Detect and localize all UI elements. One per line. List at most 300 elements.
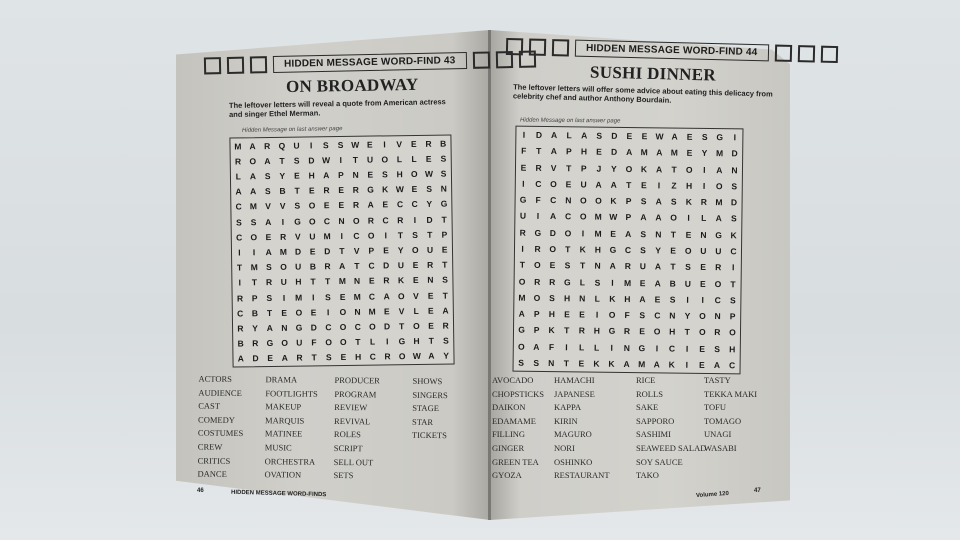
grid-letter: E bbox=[412, 260, 419, 271]
grid-letter: U bbox=[684, 278, 691, 289]
word-list-column bbox=[704, 374, 774, 483]
grid-letter: R bbox=[352, 200, 360, 211]
grid-letter: B bbox=[279, 185, 286, 197]
checkbox-square bbox=[204, 57, 221, 74]
grid-letter: H bbox=[355, 352, 362, 363]
grid-letter: C bbox=[323, 215, 331, 226]
grid-letter: P bbox=[533, 308, 540, 319]
grid-letter: D bbox=[252, 353, 259, 364]
grid-letter: Z bbox=[671, 180, 677, 191]
word-search-grid bbox=[513, 126, 744, 375]
grid-letter: D bbox=[308, 155, 315, 166]
grid-letter: E bbox=[368, 275, 375, 287]
word-list-item: HAMACHI bbox=[554, 375, 595, 385]
grid-letter: C bbox=[411, 199, 418, 210]
running-title: HIDDEN MESSAGE WORD-FINDS bbox=[230, 489, 327, 499]
grid-letter: C bbox=[624, 244, 632, 256]
grid-letter: C bbox=[353, 230, 360, 241]
word-list-item: PRODUCER bbox=[334, 374, 380, 386]
grid-letter: I bbox=[340, 230, 344, 241]
grid-letter: A bbox=[250, 186, 257, 197]
grid-letter: B bbox=[440, 138, 447, 149]
grid-letter: D bbox=[383, 321, 391, 332]
grid-letter: A bbox=[626, 147, 633, 158]
grid-letter: V bbox=[396, 138, 403, 149]
checkbox-square bbox=[774, 45, 791, 62]
grid-letter: M bbox=[368, 306, 376, 317]
grid-letter: T bbox=[730, 278, 736, 289]
grid-letter: G bbox=[609, 244, 617, 255]
word-list-item: SAKE bbox=[636, 402, 659, 413]
grid-letter: T bbox=[670, 229, 677, 240]
grid-letter: L bbox=[413, 305, 419, 316]
grid-letter: G bbox=[608, 326, 616, 337]
grid-letter: R bbox=[534, 276, 541, 287]
grid-letter: G bbox=[294, 216, 301, 227]
grid-letter: T bbox=[236, 262, 243, 273]
word-list-item: KAPPA bbox=[554, 402, 582, 413]
grid-letter: P bbox=[566, 146, 572, 157]
grid-letter: S bbox=[294, 200, 301, 212]
grid-letter: B bbox=[237, 338, 244, 349]
grid-letter: O bbox=[534, 260, 541, 271]
grid-letter: I bbox=[733, 132, 737, 143]
grid-letter: L bbox=[701, 213, 707, 224]
grid-letter: I bbox=[522, 129, 526, 140]
grid-letter: O bbox=[579, 211, 587, 222]
grid-letter: N bbox=[440, 183, 447, 194]
word-list-item: EDAMAME bbox=[492, 415, 536, 426]
grid-letter: T bbox=[325, 276, 331, 287]
grid-letter: E bbox=[428, 320, 434, 331]
grid-letter: A bbox=[716, 164, 723, 175]
grid-letter: C bbox=[382, 214, 389, 226]
grid-letter: C bbox=[368, 291, 376, 302]
grid-letter: S bbox=[731, 181, 738, 192]
grid-letter: A bbox=[595, 179, 602, 190]
grid-letter: R bbox=[534, 243, 541, 254]
grid-letter: U bbox=[426, 244, 434, 255]
word-list-item: MAKEUP bbox=[265, 401, 302, 412]
grid-letter: S bbox=[442, 274, 448, 285]
grid-letter: O bbox=[308, 215, 316, 227]
grid-letter: T bbox=[684, 327, 690, 338]
grid-letter: E bbox=[626, 131, 633, 142]
grid-letter: P bbox=[251, 292, 258, 303]
grid-letter: S bbox=[639, 310, 646, 321]
grid-letter: O bbox=[397, 290, 405, 301]
grid-letter: O bbox=[339, 306, 347, 317]
grid-letter: W bbox=[609, 212, 618, 223]
grid-letter: D bbox=[611, 130, 618, 141]
grid-letter: A bbox=[623, 358, 630, 369]
grid-letter: R bbox=[264, 140, 271, 151]
grid-letter: E bbox=[265, 231, 272, 242]
grid-letter: Y bbox=[443, 350, 450, 361]
grid-letter: A bbox=[237, 353, 244, 364]
grid-letter: T bbox=[399, 321, 405, 332]
word-list-item: COSTUMES bbox=[197, 427, 244, 439]
grid-letter: S bbox=[518, 357, 525, 368]
grid-letter: W bbox=[412, 351, 421, 362]
grid-letter: N bbox=[731, 164, 738, 175]
grid-letter: W bbox=[395, 184, 404, 195]
grid-letter: O bbox=[670, 212, 677, 224]
grid-letter: D bbox=[610, 147, 618, 158]
grid-letter: C bbox=[396, 199, 404, 210]
grid-letter: A bbox=[640, 212, 647, 223]
grid-letter: E bbox=[338, 200, 345, 211]
grid-letter: V bbox=[279, 201, 286, 212]
grid-letter: T bbox=[441, 214, 447, 225]
grid-letter: C bbox=[550, 195, 557, 206]
word-list-item: SETS bbox=[333, 470, 354, 481]
grid-letter: N bbox=[669, 310, 676, 321]
grid-letter: W bbox=[321, 154, 331, 166]
grid-letter: T bbox=[266, 307, 273, 318]
grid-letter: C bbox=[368, 260, 375, 271]
grid-letter: O bbox=[339, 321, 347, 333]
grid-letter: R bbox=[237, 323, 244, 334]
grid-letter: U bbox=[580, 179, 587, 190]
grid-letter: S bbox=[549, 292, 555, 303]
grid-letter: R bbox=[323, 185, 330, 196]
grid-letter: M bbox=[234, 140, 242, 152]
grid-letter: I bbox=[685, 343, 689, 354]
grid-letter: E bbox=[383, 306, 390, 317]
grid-letter: G bbox=[266, 338, 274, 349]
grid-letter: R bbox=[234, 156, 242, 167]
grid-letter: I bbox=[238, 277, 242, 288]
grid-letter: E bbox=[579, 309, 585, 320]
grid-letter: I bbox=[413, 214, 417, 225]
grid-letter: H bbox=[624, 293, 631, 304]
grid-letter: C bbox=[235, 201, 242, 212]
grid-letter: D bbox=[549, 227, 556, 238]
grid-letter: A bbox=[655, 196, 662, 207]
grid-letter: O bbox=[295, 307, 303, 318]
word-list-item: NORI bbox=[554, 442, 575, 453]
grid-letter: P bbox=[533, 325, 540, 336]
grid-letter: A bbox=[249, 171, 257, 182]
grid-letter: I bbox=[657, 180, 661, 191]
grid-letter: O bbox=[411, 244, 419, 256]
grid-letter: O bbox=[369, 321, 376, 332]
grid-letter: A bbox=[549, 211, 557, 222]
grid-letter: P bbox=[338, 169, 344, 181]
grid-letter: S bbox=[265, 262, 272, 273]
grid-letter: T bbox=[563, 358, 570, 369]
grid-letter: C bbox=[354, 321, 361, 332]
grid-letter: O bbox=[580, 195, 587, 206]
grid-letter: A bbox=[428, 351, 435, 362]
grid-letter: K bbox=[640, 163, 648, 174]
grid-letter: I bbox=[731, 262, 735, 273]
word-list-item: CRITICS bbox=[197, 455, 231, 466]
puzzle-header-label: HIDDEN MESSAGE WORD-FIND 43 bbox=[273, 52, 467, 73]
word-list-item: TAKO bbox=[636, 470, 659, 481]
grid-letter: H bbox=[685, 180, 693, 191]
word-list-column bbox=[333, 374, 412, 484]
grid-letter: N bbox=[548, 357, 555, 368]
grid-letter: U bbox=[700, 245, 707, 256]
word-list-item: TEKKA MAKI bbox=[704, 388, 758, 399]
grid-letter: F bbox=[535, 195, 541, 206]
grid-letter: E bbox=[309, 246, 316, 257]
grid-letter: D bbox=[310, 322, 317, 333]
grid-letter: S bbox=[564, 260, 571, 271]
word-list-item: GREEN TEA bbox=[492, 456, 539, 467]
grid-letter: G bbox=[519, 194, 527, 205]
grid-letter: C bbox=[714, 294, 721, 305]
grid-letter: N bbox=[427, 275, 434, 286]
grid-letter: M bbox=[338, 276, 347, 287]
grid-letter: A bbox=[609, 261, 616, 272]
grid-letter: S bbox=[640, 196, 647, 207]
word-list-item: SAPPORO bbox=[636, 415, 675, 426]
grid-letter: I bbox=[326, 306, 330, 317]
puzzle-header-label: HIDDEN MESSAGE WORD-FIND 44 bbox=[575, 40, 769, 62]
checkbox-square bbox=[472, 51, 489, 68]
grid-letter: T bbox=[397, 229, 404, 240]
grid-letter: I bbox=[610, 342, 613, 353]
grid-letter: K bbox=[381, 184, 389, 195]
word-list-item: TOFU bbox=[704, 402, 727, 413]
grid-letter: E bbox=[699, 343, 706, 354]
grid-letter: L bbox=[396, 153, 403, 165]
grid-letter: R bbox=[535, 162, 542, 173]
grid-letter: R bbox=[623, 326, 631, 337]
grid-letter: M bbox=[518, 292, 526, 303]
grid-letter: A bbox=[264, 155, 271, 166]
grid-letter: E bbox=[639, 277, 646, 288]
grid-letter: E bbox=[670, 245, 677, 256]
grid-letter: R bbox=[397, 214, 404, 225]
grid-letter: O bbox=[685, 164, 693, 175]
grid-letter: H bbox=[295, 276, 302, 288]
grid-letter: V bbox=[550, 162, 557, 173]
grid-letter: S bbox=[266, 292, 273, 303]
grid-letter: T bbox=[251, 277, 258, 288]
grid-letter: A bbox=[249, 140, 256, 151]
grid-letter: I bbox=[282, 292, 286, 303]
grid-letter: A bbox=[533, 341, 540, 352]
word-list-item: REVIEW bbox=[334, 402, 368, 413]
grid-letter: M bbox=[640, 147, 648, 158]
grid-letter: O bbox=[550, 178, 557, 190]
grid-letter: A bbox=[713, 359, 721, 370]
word-list-column bbox=[554, 374, 636, 483]
grid-letter: M bbox=[715, 197, 723, 208]
grid-letter: Y bbox=[655, 245, 662, 256]
word-list-item: FOOTLIGHTS bbox=[265, 387, 318, 399]
grid-letter: D bbox=[730, 197, 738, 208]
word-list-item: ORCHESTRA bbox=[264, 455, 316, 467]
grid-letter: M bbox=[279, 246, 287, 257]
grid-letter: E bbox=[366, 139, 373, 150]
grid-letter: I bbox=[522, 178, 525, 189]
grid-letter: T bbox=[626, 179, 632, 190]
grid-letter: E bbox=[338, 185, 345, 196]
grid-letter: P bbox=[625, 212, 632, 223]
word-list-item: STAGE bbox=[412, 402, 439, 414]
grid-letter: U bbox=[519, 211, 527, 222]
grid-letter: E bbox=[565, 179, 572, 190]
grid-letter: H bbox=[548, 309, 555, 320]
grid-letter: R bbox=[425, 138, 432, 149]
grid-letter: A bbox=[235, 186, 242, 197]
grid-letter: Y bbox=[252, 323, 258, 334]
grid-letter: S bbox=[250, 216, 257, 227]
grid-letter: A bbox=[639, 293, 646, 304]
grid-letter: S bbox=[264, 170, 271, 182]
word-list-item: REVIVAL bbox=[334, 415, 371, 427]
grid-letter: T bbox=[352, 154, 359, 165]
grid-letter: M bbox=[638, 358, 646, 370]
open-puzzle-book bbox=[176, 30, 796, 520]
grid-letter: G bbox=[638, 342, 646, 353]
grid-letter: T bbox=[442, 290, 448, 301]
grid-letter: T bbox=[536, 146, 542, 157]
grid-letter: D bbox=[426, 214, 433, 225]
grid-letter: O bbox=[729, 327, 736, 338]
word-list-item: OVATION bbox=[264, 469, 302, 480]
word-list-column bbox=[411, 375, 472, 484]
grid-letter: H bbox=[594, 244, 601, 255]
grid-letter: V bbox=[265, 201, 271, 212]
grid-letter: E bbox=[596, 146, 602, 158]
hidden-message-hint: Hidden Message on last answer page bbox=[519, 117, 621, 125]
grid-letter: U bbox=[280, 277, 287, 288]
grid-letter: H bbox=[729, 343, 736, 354]
grid-letter: B bbox=[309, 261, 317, 272]
grid-letter: S bbox=[594, 277, 601, 288]
grid-letter: O bbox=[410, 168, 418, 180]
grid-letter: M bbox=[295, 292, 303, 303]
grid-letter: E bbox=[308, 185, 315, 196]
grid-letter: I bbox=[521, 243, 524, 254]
grid-letter: O bbox=[308, 200, 316, 211]
grid-letter: W bbox=[424, 168, 433, 179]
grid-letter: E bbox=[383, 245, 389, 256]
grid-letter: E bbox=[700, 278, 706, 289]
grid-letter: G bbox=[367, 184, 374, 195]
grid-letter: H bbox=[396, 169, 403, 180]
grid-letter: S bbox=[730, 213, 737, 224]
word-list-item: SELL OUT bbox=[333, 456, 374, 467]
grid-letter: U bbox=[715, 246, 722, 257]
grid-letter: T bbox=[579, 260, 586, 271]
grid-letter: H bbox=[308, 170, 315, 181]
word-list-item: PROGRAM bbox=[334, 388, 377, 400]
grid-letter: S bbox=[293, 155, 300, 166]
grid-letter: H bbox=[669, 326, 676, 337]
grid-letter: S bbox=[729, 295, 736, 306]
grid-letter: O bbox=[339, 337, 347, 348]
grid-letter: U bbox=[309, 231, 316, 242]
grid-letter: S bbox=[533, 357, 540, 368]
word-list-item: GYOZA bbox=[492, 470, 522, 481]
word-list-column bbox=[264, 373, 334, 482]
checkbox-square bbox=[552, 39, 569, 56]
word-list-item: JAPANESE bbox=[554, 388, 595, 399]
word-list-item: CHOPSTICKS bbox=[492, 388, 544, 399]
grid-letter: Y bbox=[426, 199, 433, 210]
grid-letter: O bbox=[249, 155, 257, 167]
grid-letter: E bbox=[310, 307, 317, 318]
grid-letter: E bbox=[549, 260, 556, 271]
grid-letter: U bbox=[293, 140, 300, 151]
grid-letter: Y bbox=[701, 148, 708, 159]
grid-letter: D bbox=[731, 148, 738, 159]
word-list-item: SASHIMI bbox=[636, 429, 671, 440]
volume-label: Volume 120 bbox=[695, 490, 730, 500]
word-list-item: RESTAURANT bbox=[554, 470, 610, 481]
grid-letter: I bbox=[687, 213, 690, 224]
grid-letter: E bbox=[367, 169, 374, 180]
grid-letter: E bbox=[578, 358, 585, 369]
grid-letter: K bbox=[593, 358, 600, 369]
grid-letter: N bbox=[353, 276, 361, 287]
grid-letter: E bbox=[686, 131, 693, 142]
checkbox-square bbox=[820, 46, 837, 63]
grid-letter: A bbox=[442, 305, 449, 316]
grid-letter: L bbox=[594, 293, 600, 304]
grid-letter: K bbox=[579, 244, 586, 255]
grid-letter: T bbox=[355, 336, 361, 348]
grid-letter: S bbox=[685, 261, 691, 273]
grid-letter: E bbox=[685, 229, 692, 240]
word-list-item: OSHINKO bbox=[554, 456, 593, 467]
puzzle-title: SUSHI DINNER bbox=[589, 62, 717, 85]
grid-letter: K bbox=[668, 359, 675, 370]
grid-letter: I bbox=[238, 247, 241, 258]
grid-letter: T bbox=[279, 155, 285, 166]
page-number: 46 bbox=[197, 488, 204, 494]
checkbox-square bbox=[797, 45, 814, 62]
grid-letter: T bbox=[670, 261, 676, 272]
word-list-item: ACTORS bbox=[198, 373, 232, 384]
grid-letter: M bbox=[594, 228, 602, 239]
grid-letter: E bbox=[425, 153, 432, 164]
grid-letter: C bbox=[668, 343, 676, 354]
grid-letter: R bbox=[279, 231, 287, 242]
word-list-item: TICKETS bbox=[411, 430, 447, 441]
grid-letter: E bbox=[520, 162, 527, 173]
grid-letter: A bbox=[610, 179, 617, 190]
grid-letter: K bbox=[397, 275, 405, 286]
grid-letter: M bbox=[353, 291, 361, 302]
grid-letter: O bbox=[698, 327, 706, 338]
grid-letter: G bbox=[563, 276, 571, 287]
grid-letter: G bbox=[716, 132, 724, 143]
grid-letter: A bbox=[339, 261, 346, 272]
grid-letter: R bbox=[296, 352, 303, 364]
word-list-item: RICE bbox=[636, 375, 656, 385]
grid-letter: K bbox=[608, 358, 615, 369]
grid-letter: K bbox=[730, 229, 737, 241]
word-list-item: FILLING bbox=[492, 429, 526, 440]
grid-letter: V bbox=[294, 231, 301, 242]
grid-letter: J bbox=[596, 163, 602, 174]
grid-letter: S bbox=[322, 139, 329, 150]
grid-letter: C bbox=[369, 351, 376, 363]
word-list-item: ROLES bbox=[333, 429, 361, 440]
word-list-item: KIRIN bbox=[554, 415, 578, 426]
grid-letter: N bbox=[579, 293, 586, 304]
grid-letter: Q bbox=[278, 140, 286, 151]
grid-letter: E bbox=[639, 326, 645, 337]
